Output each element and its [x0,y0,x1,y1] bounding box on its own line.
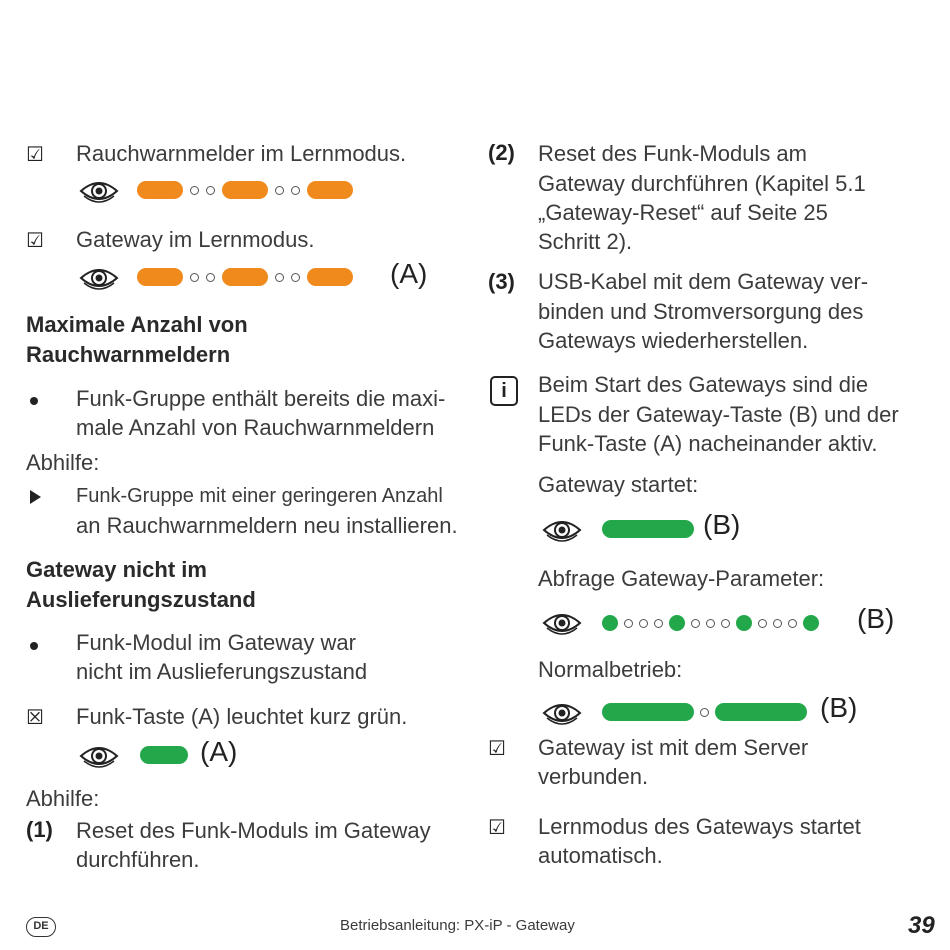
action-text: an Rauchwarnmeldern neu installieren. [76,513,458,538]
step-number: (1) [26,817,53,842]
led-off [700,708,709,717]
info-icon: i [490,376,518,406]
bullet-text: Funk-Gruppe enthält bereits die maxi- [76,386,446,411]
section-heading: Maximale Anzahl von [26,312,248,337]
bullet-text: nicht im Auslieferungszustand [76,659,368,684]
led-off [206,186,215,195]
led-on [140,746,188,764]
info-text: Beim Start des Gateways sind die [538,372,869,397]
section-heading: Auslieferungszustand [26,587,256,612]
led-off [788,619,797,628]
checkbox-checked-icon: ☑ [488,736,506,760]
led-on [602,703,694,721]
led-off [190,273,199,282]
state-text: Gateway startet: [538,472,699,497]
led-off [624,619,633,628]
state-text: Normalbetrieb: [538,657,683,682]
led-pattern-orange [137,268,353,286]
led-off [758,619,767,628]
eye-icon [541,516,583,544]
led-on [736,615,752,631]
led-off [639,619,648,628]
led-off [291,273,300,282]
led-off [206,273,215,282]
action-arrow-icon [30,490,41,504]
led-label: (A) [390,258,428,289]
checkbox-checked-icon: ☑ [26,228,44,252]
checkbox-checked-icon: ☑ [26,142,44,166]
led-label: (A) [200,736,238,767]
bullet-icon [30,397,38,405]
led-pattern-green [140,746,188,764]
bullet-text: Funk-Modul im Gateway war [76,630,356,655]
action-text: Funk-Gruppe mit einer geringeren Anzahl [76,485,443,507]
check-text: Lernmodus des Gateways startet [538,814,861,839]
led-off [706,619,715,628]
check-text: Gateway ist mit dem Server [538,735,809,760]
led-label: (B) [703,509,741,540]
led-on [137,181,183,199]
step-text: „Gateway-Reset“ auf Seite 25 [538,200,828,225]
bullet-text: male Anzahl von Rauchwarnmeldern [76,415,435,440]
bullet-icon [30,642,38,650]
eye-icon [541,609,583,637]
step-text: Reset des Funk-Moduls im Gateway [76,818,431,843]
check-text: Gateway im Lernmodus. [76,227,315,252]
eye-icon [78,177,120,205]
step-number: (2) [488,140,515,165]
info-text: Funk-Taste (A) nacheinander aktiv. [538,431,878,456]
led-label: (B) [857,603,895,634]
check-text: verbunden. [538,764,649,789]
step-text: binden und Stromversorgung des [538,299,864,324]
led-on [137,268,183,286]
step-text: Gateway durchführen (Kapitel 5.1 [538,171,866,196]
check-text: automatisch. [538,843,663,868]
check-text: Rauchwarnmelder im Lernmodus. [76,141,407,166]
section-heading: Rauchwarnmeldern [26,342,231,367]
info-text: LEDs der Gateway-Taste (B) und der [538,402,899,427]
led-pattern-orange [137,181,353,199]
led-on [307,181,353,199]
page-number: 39 [908,912,935,939]
led-pattern-green-blink [602,615,819,631]
eye-icon [78,264,120,292]
led-on [715,703,807,721]
led-off [691,619,700,628]
led-label: (B) [820,692,858,723]
step-text: Schritt 2). [538,229,633,254]
section-heading: Gateway nicht im [26,557,207,582]
step-number: (3) [488,269,515,294]
remedy-label: Abhilfe: [26,786,100,811]
led-on [669,615,685,631]
footer-title: Betriebsanleitung: PX-iP - Gateway [340,917,575,934]
eye-icon [541,699,583,727]
step-text: Gateways wiederherstellen. [538,328,809,353]
led-pattern-green [602,520,694,538]
led-off [275,273,284,282]
led-off [291,186,300,195]
led-off [654,619,663,628]
led-on [307,268,353,286]
led-off [275,186,284,195]
eye-icon [78,742,120,770]
led-off [773,619,782,628]
led-on [803,615,819,631]
led-off [190,186,199,195]
checkbox-crossed-icon: ☒ [26,705,44,729]
led-pattern-green-steady [602,703,807,721]
checkbox-checked-icon: ☑ [488,815,506,839]
remedy-label: Abhilfe: [26,450,100,475]
step-text: durchführen. [76,847,200,872]
step-text: USB-Kabel mit dem Gateway ver- [538,269,869,294]
cross-text: Funk-Taste (A) leuchtet kurz grün. [76,704,408,729]
led-on [222,268,268,286]
led-on [602,615,618,631]
led-on [602,520,694,538]
led-on [222,181,268,199]
country-badge: DE [26,917,56,937]
led-off [721,619,730,628]
state-text: Abfrage Gateway-Parameter: [538,566,825,591]
step-text: Reset des Funk-Moduls am [538,141,807,166]
